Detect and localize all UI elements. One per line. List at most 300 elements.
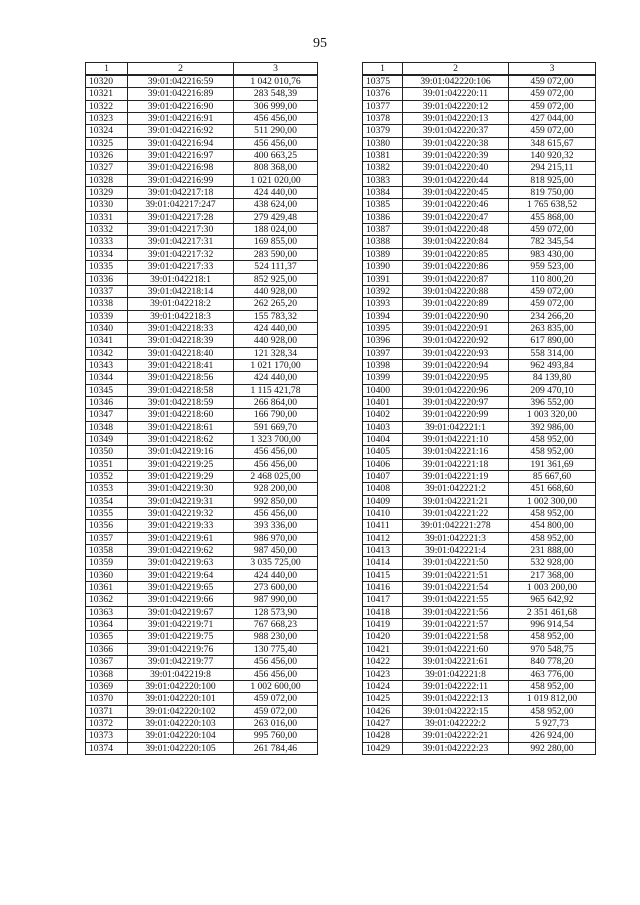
table-row	[363, 384, 596, 396]
cadastral-number-cell: 39:01:042219:75	[128, 631, 234, 643]
value-cell: 928 200,00	[234, 483, 318, 495]
value-cell: 463 776,00	[509, 668, 596, 680]
cadastral-number-cell: 39:01:042219:8	[128, 668, 234, 680]
row-number-cell: 10352	[86, 471, 128, 483]
row-number-cell: 10429	[363, 742, 403, 754]
table-row	[363, 298, 596, 310]
row-number-cell: 10333	[86, 236, 128, 248]
value-cell: 458 952,00	[509, 446, 596, 458]
row-number-cell: 10389	[363, 248, 403, 260]
cadastral-number-cell: 39:01:042220:96	[403, 384, 509, 396]
value-cell: 1 042 010,76	[234, 75, 318, 88]
cadastral-number-cell: 39:01:042219:29	[128, 471, 234, 483]
table-row	[363, 717, 596, 729]
cadastral-number-cell: 39:01:042218:2	[128, 298, 234, 310]
value-cell: 455 868,00	[509, 211, 596, 223]
value-cell: 459 072,00	[509, 224, 596, 236]
value-cell: 808 368,00	[234, 162, 318, 174]
row-number-cell: 10344	[86, 372, 128, 384]
value-cell: 767 668,23	[234, 619, 318, 631]
row-number-cell: 10347	[86, 409, 128, 421]
cadastral-number-cell: 39:01:042217:30	[128, 224, 234, 236]
value-cell: 392 986,00	[509, 421, 596, 433]
cadastral-number-cell: 39:01:042219:31	[128, 495, 234, 507]
cadastral-number-cell: 39:01:042221:1	[403, 421, 509, 433]
cadastral-number-cell: 39:01:042221:50	[403, 557, 509, 569]
cadastral-number-cell: 39:01:042221:16	[403, 446, 509, 458]
row-number-cell: 10399	[363, 372, 403, 384]
row-number-cell: 10424	[363, 680, 403, 692]
cadastral-number-cell: 39:01:042216:90	[128, 100, 234, 112]
row-number-cell: 10354	[86, 495, 128, 507]
row-number-cell: 10372	[86, 717, 128, 729]
row-number-cell: 10361	[86, 582, 128, 594]
table-row	[86, 532, 318, 544]
row-number-cell: 10335	[86, 261, 128, 273]
value-cell: 3 035 725,00	[234, 557, 318, 569]
table-row	[86, 508, 318, 520]
value-cell: 996 914,54	[509, 619, 596, 631]
table-row	[86, 680, 318, 692]
table-row	[363, 322, 596, 334]
cadastral-number-cell: 39:01:042220:92	[403, 335, 509, 347]
cadastral-number-cell: 39:01:042222:21	[403, 730, 509, 742]
value-cell: 188 024,00	[234, 224, 318, 236]
row-number-cell: 10322	[86, 100, 128, 112]
cadastral-number-cell: 39:01:042221:56	[403, 606, 509, 618]
value-cell: 459 072,00	[509, 298, 596, 310]
value-cell: 84 139,80	[509, 372, 596, 384]
value-cell: 458 952,00	[509, 631, 596, 643]
header-row	[363, 63, 596, 76]
cadastral-number-cell: 39:01:042220:90	[403, 310, 509, 322]
cadastral-number-cell: 39:01:042216:91	[128, 113, 234, 125]
value-cell: 400 663,25	[234, 150, 318, 162]
column-header-1: 1	[86, 63, 128, 76]
row-number-cell: 10355	[86, 508, 128, 520]
value-cell: 451 668,60	[509, 483, 596, 495]
row-number-cell: 10422	[363, 656, 403, 668]
value-cell: 819 750,00	[509, 187, 596, 199]
table-row	[86, 187, 318, 199]
row-number-cell: 10351	[86, 458, 128, 470]
cadastral-number-cell: 39:01:042221:18	[403, 458, 509, 470]
cadastral-number-cell: 39:01:042220:86	[403, 261, 509, 273]
cadastral-number-cell: 39:01:042220:40	[403, 162, 509, 174]
value-cell: 986 970,00	[234, 532, 318, 544]
table-row	[363, 285, 596, 297]
value-cell: 511 290,00	[234, 125, 318, 137]
cadastral-number-cell: 39:01:042219:32	[128, 508, 234, 520]
row-number-cell: 10367	[86, 656, 128, 668]
row-number-cell: 10386	[363, 211, 403, 223]
row-number-cell: 10338	[86, 298, 128, 310]
cadastral-number-cell: 39:01:042218:62	[128, 433, 234, 445]
row-number-cell: 10405	[363, 446, 403, 458]
value-cell: 458 952,00	[509, 705, 596, 717]
value-cell: 970 548,75	[509, 643, 596, 655]
row-number-cell: 10356	[86, 520, 128, 532]
value-cell: 459 072,00	[234, 705, 318, 717]
table-row	[363, 680, 596, 692]
row-number-cell: 10326	[86, 150, 128, 162]
right-table-body	[363, 75, 596, 754]
table-row	[86, 211, 318, 223]
row-number-cell: 10416	[363, 582, 403, 594]
cadastral-number-cell: 39:01:042217:32	[128, 248, 234, 260]
cadastral-number-cell: 39:01:042221:19	[403, 471, 509, 483]
cadastral-number-cell: 39:01:042218:39	[128, 335, 234, 347]
cadastral-number-cell: 39:01:042221:58	[403, 631, 509, 643]
row-number-cell: 10323	[86, 113, 128, 125]
value-cell: 426 924,00	[509, 730, 596, 742]
cadastral-number-cell: 39:01:042220:39	[403, 150, 509, 162]
table-row	[86, 285, 318, 297]
table-row	[363, 742, 596, 754]
value-cell: 261 784,46	[234, 742, 318, 754]
value-cell: 458 952,00	[509, 508, 596, 520]
value-cell: 424 440,00	[234, 372, 318, 384]
cadastral-number-cell: 39:01:042219:76	[128, 643, 234, 655]
row-number-cell: 10377	[363, 100, 403, 112]
cadastral-number-cell: 39:01:042218:61	[128, 421, 234, 433]
row-number-cell: 10418	[363, 606, 403, 618]
cadastral-number-cell: 39:01:042221:22	[403, 508, 509, 520]
cadastral-number-cell: 39:01:042220:106	[403, 75, 509, 88]
row-number-cell: 10396	[363, 335, 403, 347]
row-number-cell: 10334	[86, 248, 128, 260]
cadastral-number-cell: 39:01:042220:101	[128, 693, 234, 705]
table-row	[363, 458, 596, 470]
cadastral-number-cell: 39:01:042216:92	[128, 125, 234, 137]
table-row	[363, 100, 596, 112]
cadastral-number-cell: 39:01:042221:55	[403, 594, 509, 606]
table-row	[86, 100, 318, 112]
row-number-cell: 10329	[86, 187, 128, 199]
row-number-cell: 10383	[363, 174, 403, 186]
table-row	[86, 742, 318, 754]
row-number-cell: 10320	[86, 75, 128, 88]
row-number-cell: 10384	[363, 187, 403, 199]
table-row	[86, 150, 318, 162]
row-number-cell: 10394	[363, 310, 403, 322]
row-number-cell: 10371	[86, 705, 128, 717]
table-row	[86, 421, 318, 433]
row-number-cell: 10427	[363, 717, 403, 729]
row-number-cell: 10369	[86, 680, 128, 692]
row-number-cell: 10426	[363, 705, 403, 717]
value-cell: 1 019 812,00	[509, 693, 596, 705]
cadastral-number-cell: 39:01:042221:57	[403, 619, 509, 631]
row-number-cell: 10342	[86, 347, 128, 359]
value-cell: 5 927,73	[509, 717, 596, 729]
table-row	[86, 594, 318, 606]
cadastral-number-cell: 39:01:042221:2	[403, 483, 509, 495]
row-number-cell: 10345	[86, 384, 128, 396]
table-row	[86, 88, 318, 100]
value-cell: 456 456,00	[234, 508, 318, 520]
cadastral-number-cell: 39:01:042221:8	[403, 668, 509, 680]
header-row	[86, 63, 318, 76]
table-row	[86, 224, 318, 236]
cadastral-number-cell: 39:01:042221:61	[403, 656, 509, 668]
cadastral-number-cell: 39:01:042219:16	[128, 446, 234, 458]
cadastral-number-cell: 39:01:042220:47	[403, 211, 509, 223]
row-number-cell: 10330	[86, 199, 128, 211]
value-cell: 782 345,54	[509, 236, 596, 248]
row-number-cell: 10382	[363, 162, 403, 174]
value-cell: 458 952,00	[509, 532, 596, 544]
value-cell: 1 003 320,00	[509, 409, 596, 421]
value-cell: 348 615,67	[509, 137, 596, 149]
table-row	[86, 322, 318, 334]
cadastral-number-cell: 39:01:042220:91	[403, 322, 509, 334]
cadastral-number-cell: 39:01:042219:64	[128, 569, 234, 581]
value-cell: 140 920,32	[509, 150, 596, 162]
value-cell: 459 072,00	[509, 285, 596, 297]
table-row	[86, 396, 318, 408]
row-number-cell: 10388	[363, 236, 403, 248]
table-row	[86, 705, 318, 717]
row-number-cell: 10327	[86, 162, 128, 174]
table-row	[363, 310, 596, 322]
value-cell: 818 925,00	[509, 174, 596, 186]
value-cell: 110 800,20	[509, 273, 596, 285]
table-row	[363, 433, 596, 445]
cadastral-number-cell: 39:01:042219:77	[128, 656, 234, 668]
row-number-cell: 10365	[86, 631, 128, 643]
cadastral-number-cell: 39:01:042218:60	[128, 409, 234, 421]
value-cell: 456 456,00	[234, 668, 318, 680]
value-cell: 840 778,20	[509, 656, 596, 668]
row-number-cell: 10321	[86, 88, 128, 100]
value-cell: 962 493,84	[509, 359, 596, 371]
value-cell: 128 573,90	[234, 606, 318, 618]
cadastral-number-cell: 39:01:042216:89	[128, 88, 234, 100]
table-row	[86, 384, 318, 396]
cadastral-number-cell: 39:01:042219:67	[128, 606, 234, 618]
table-row	[86, 298, 318, 310]
table-row	[86, 631, 318, 643]
table-row	[363, 594, 596, 606]
value-cell: 959 523,00	[509, 261, 596, 273]
cadastral-number-cell: 39:01:042219:71	[128, 619, 234, 631]
row-number-cell: 10428	[363, 730, 403, 742]
table-row	[363, 446, 596, 458]
cadastral-number-cell: 39:01:042219:30	[128, 483, 234, 495]
row-number-cell: 10380	[363, 137, 403, 149]
value-cell: 988 230,00	[234, 631, 318, 643]
value-cell: 262 265,20	[234, 298, 318, 310]
cadastral-number-cell: 39:01:042222:23	[403, 742, 509, 754]
value-cell: 992 850,00	[234, 495, 318, 507]
row-number-cell: 10358	[86, 545, 128, 557]
value-cell: 591 669,70	[234, 421, 318, 433]
value-cell: 121 328,34	[234, 347, 318, 359]
row-number-cell: 10374	[86, 742, 128, 754]
table-row	[86, 409, 318, 421]
table-row	[363, 162, 596, 174]
cadastral-number-cell: 39:01:042221:10	[403, 433, 509, 445]
row-number-cell: 10332	[86, 224, 128, 236]
row-number-cell: 10387	[363, 224, 403, 236]
row-number-cell: 10391	[363, 273, 403, 285]
cadastral-number-cell: 39:01:042217:31	[128, 236, 234, 248]
table-row	[86, 606, 318, 618]
cadastral-number-cell: 39:01:042218:41	[128, 359, 234, 371]
table-row	[363, 508, 596, 520]
row-number-cell: 10373	[86, 730, 128, 742]
row-number-cell: 10425	[363, 693, 403, 705]
cadastral-number-cell: 39:01:042222:11	[403, 680, 509, 692]
table-row	[363, 359, 596, 371]
row-number-cell: 10328	[86, 174, 128, 186]
value-cell: 294 215,11	[509, 162, 596, 174]
row-number-cell: 10413	[363, 545, 403, 557]
table-row	[86, 458, 318, 470]
row-number-cell: 10412	[363, 532, 403, 544]
cadastral-number-cell: 39:01:042218:40	[128, 347, 234, 359]
value-cell: 454 800,00	[509, 520, 596, 532]
table-row	[363, 545, 596, 557]
table-row	[86, 75, 318, 88]
value-cell: 532 928,00	[509, 557, 596, 569]
cadastral-number-cell: 39:01:042220:85	[403, 248, 509, 260]
value-cell: 438 624,00	[234, 199, 318, 211]
row-number-cell: 10368	[86, 668, 128, 680]
table-row	[363, 187, 596, 199]
table-row	[86, 261, 318, 273]
table-row	[363, 248, 596, 260]
value-cell: 234 266,20	[509, 310, 596, 322]
cadastral-number-cell: 39:01:042220:48	[403, 224, 509, 236]
cadastral-number-cell: 39:01:042222:2	[403, 717, 509, 729]
cadastral-number-cell: 39:01:042222:13	[403, 693, 509, 705]
table-row	[363, 224, 596, 236]
value-cell: 1 002 300,00	[509, 495, 596, 507]
cadastral-number-cell: 39:01:042221:4	[403, 545, 509, 557]
row-number-cell: 10392	[363, 285, 403, 297]
row-number-cell: 10404	[363, 433, 403, 445]
table-row	[363, 347, 596, 359]
table-row	[86, 273, 318, 285]
table-row	[86, 693, 318, 705]
row-number-cell: 10379	[363, 125, 403, 137]
cadastral-number-cell: 39:01:042219:62	[128, 545, 234, 557]
cadastral-number-cell: 39:01:042217:33	[128, 261, 234, 273]
cadastral-number-cell: 39:01:042220:89	[403, 298, 509, 310]
table-row	[86, 372, 318, 384]
row-number-cell: 10364	[86, 619, 128, 631]
row-number-cell: 10400	[363, 384, 403, 396]
table-row	[363, 532, 596, 544]
value-cell: 263 835,00	[509, 322, 596, 334]
value-cell: 306 999,00	[234, 100, 318, 112]
cadastral-number-cell: 39:01:042218:58	[128, 384, 234, 396]
cadastral-number-cell: 39:01:042220:97	[403, 396, 509, 408]
row-number-cell: 10349	[86, 433, 128, 445]
value-cell: 1 003 200,00	[509, 582, 596, 594]
value-cell: 279 429,48	[234, 211, 318, 223]
row-number-cell: 10385	[363, 199, 403, 211]
value-cell: 459 072,00	[234, 693, 318, 705]
cadastral-number-cell: 39:01:042218:14	[128, 285, 234, 297]
cadastral-number-cell: 39:01:042218:59	[128, 396, 234, 408]
cadastral-number-cell: 39:01:042216:99	[128, 174, 234, 186]
table-row	[363, 730, 596, 742]
table-row	[86, 582, 318, 594]
value-cell: 424 440,00	[234, 569, 318, 581]
table-row	[363, 88, 596, 100]
row-number-cell: 10360	[86, 569, 128, 581]
cadastral-number-cell: 39:01:042220:45	[403, 187, 509, 199]
table-row	[86, 162, 318, 174]
table-row	[363, 631, 596, 643]
row-number-cell: 10363	[86, 606, 128, 618]
cadastral-number-cell: 39:01:042221:51	[403, 569, 509, 581]
table-row	[363, 113, 596, 125]
value-cell: 440 928,00	[234, 285, 318, 297]
table-row	[363, 236, 596, 248]
row-number-cell: 10350	[86, 446, 128, 458]
row-number-cell: 10340	[86, 322, 128, 334]
value-cell: 283 590,00	[234, 248, 318, 260]
value-cell: 524 111,37	[234, 261, 318, 273]
value-cell: 396 552,00	[509, 396, 596, 408]
table-row	[86, 137, 318, 149]
table-row	[363, 606, 596, 618]
value-cell: 987 990,00	[234, 594, 318, 606]
left-table-body	[86, 75, 318, 754]
cadastral-number-cell: 39:01:042220:13	[403, 113, 509, 125]
cadastral-number-cell: 39:01:042218:3	[128, 310, 234, 322]
cadastral-number-cell: 39:01:042221:21	[403, 495, 509, 507]
cadastral-number-cell: 39:01:042219:66	[128, 594, 234, 606]
value-cell: 2 468 025,00	[234, 471, 318, 483]
cadastral-number-cell: 39:01:042221:3	[403, 532, 509, 544]
value-cell: 992 280,00	[509, 742, 596, 754]
value-cell: 1 021 020,00	[234, 174, 318, 186]
value-cell: 558 314,00	[509, 347, 596, 359]
value-cell: 1 765 638,52	[509, 199, 596, 211]
row-number-cell: 10348	[86, 421, 128, 433]
value-cell: 617 890,00	[509, 335, 596, 347]
table-row	[363, 273, 596, 285]
row-number-cell: 10362	[86, 594, 128, 606]
value-cell: 2 351 461,68	[509, 606, 596, 618]
value-cell: 169 855,00	[234, 236, 318, 248]
value-cell: 231 888,00	[509, 545, 596, 557]
value-cell: 456 456,00	[234, 656, 318, 668]
row-number-cell: 10376	[363, 88, 403, 100]
value-cell: 459 072,00	[509, 100, 596, 112]
cadastral-number-cell: 39:01:042217:28	[128, 211, 234, 223]
row-number-cell: 10375	[363, 75, 403, 88]
table-row	[363, 261, 596, 273]
cadastral-number-cell: 39:01:042220:105	[128, 742, 234, 754]
row-number-cell: 10409	[363, 495, 403, 507]
value-cell: 965 642,92	[509, 594, 596, 606]
value-cell: 459 072,00	[509, 125, 596, 137]
value-cell: 456 456,00	[234, 113, 318, 125]
row-number-cell: 10370	[86, 693, 128, 705]
table-row	[363, 150, 596, 162]
cadastral-number-cell: 39:01:042219:63	[128, 557, 234, 569]
value-cell: 458 952,00	[509, 680, 596, 692]
table-row	[86, 545, 318, 557]
cadastral-number-cell: 39:01:042219:33	[128, 520, 234, 532]
cadastral-number-cell: 39:01:042220:100	[128, 680, 234, 692]
